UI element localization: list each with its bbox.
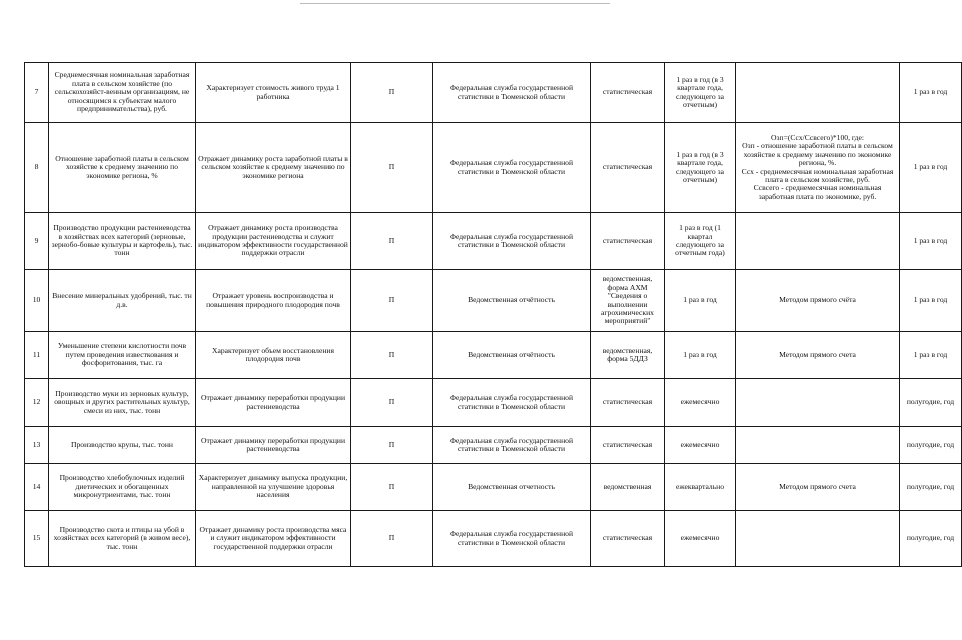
reporting-period: полугодие, год <box>900 379 962 427</box>
indicator-name: Внесение минеральных удобрений, тыс. тн д.в. <box>49 270 196 332</box>
row-number: 13 <box>25 427 49 464</box>
indicator-type: П <box>351 379 433 427</box>
info-type: статистическая <box>591 427 665 464</box>
info-type: статистическая <box>591 63 665 123</box>
indicator-type: П <box>351 123 433 213</box>
indicator-name: Производство продукции растениеводства в хозяйствах всех категорий (зерновые, зернобо-бовые культуры и картофель), тыс. тонн <box>49 213 196 270</box>
indicator-description: Отражает динамику роста производства мяса и служит индикатором эффективности государственной поддержки отрасли <box>196 511 351 567</box>
data-source: Федеральная служба государственной статистики в Тюменской области <box>433 63 591 123</box>
data-source: Федеральная служба государственной статистики в Тюменской области <box>433 379 591 427</box>
indicator-description: Характеризует объем восстановления плодородия почв <box>196 332 351 379</box>
row-number: 15 <box>25 511 49 567</box>
table-row <box>25 332 962 379</box>
row-number: 10 <box>25 270 49 332</box>
row-number: 12 <box>25 379 49 427</box>
table-row <box>25 379 962 427</box>
calculation-method <box>736 123 900 213</box>
indicator-name: Среднемесячная номинальная заработная плата в сельском хозяйстве (по сельскохозяйст-венным организациям, не относящимся к субъектам малого предпринимательства), руб. <box>49 63 196 123</box>
row-number: 8 <box>25 123 49 213</box>
indicator-type: П <box>351 427 433 464</box>
reporting-period: полугодие, год <box>900 427 962 464</box>
info-type: ведомственная, форма АХМ "Сведения о выполнении агрохимических мероприятий" <box>591 270 665 332</box>
collection-frequency: ежемесячно <box>665 511 736 567</box>
calculation-method <box>736 511 900 567</box>
indicator-name: Отношение заработной платы в сельском хозяйстве к среднему значению по экономике региона, % <box>49 123 196 213</box>
indicator-type: П <box>351 464 433 511</box>
indicator-name: Производство муки из зерновых культур, овощных и других растительных культур, смеси из них, тыс. тонн <box>49 379 196 427</box>
table-row <box>25 270 962 332</box>
calculation-method <box>736 427 900 464</box>
info-type: статистическая <box>591 511 665 567</box>
indicator-type: П <box>351 213 433 270</box>
table-row <box>25 213 962 270</box>
info-type: ведомственная <box>591 464 665 511</box>
table-row <box>25 511 962 567</box>
collection-frequency: 1 раз в год <box>665 270 736 332</box>
data-source: Ведомственная отчётность <box>433 270 591 332</box>
indicator-name: Производство хлебобулочных изделий диетических и обогащенных микронутриентами, тыс. тонн <box>49 464 196 511</box>
indicator-description: Отражает уровень воспроизводства и повышения природного плодородия почв <box>196 270 351 332</box>
reporting-period: 1 раз в год <box>900 63 962 123</box>
indicator-description: Характеризует динамику выпуска продукции, направленной на улучшение здоровья населения <box>196 464 351 511</box>
table-row <box>25 464 962 511</box>
indicator-name: Производство крупы, тыс. тонн <box>49 427 196 464</box>
data-source: Ведомственная отчетность <box>433 464 591 511</box>
indicator-name: Уменьшение степени кислотности почв путем проведения известкования и фосфоритования, тыс. га <box>49 332 196 379</box>
calculation-method <box>736 213 900 270</box>
data-source: Федеральная служба государственной статистики в Тюменской области <box>433 427 591 464</box>
indicator-type: П <box>351 332 433 379</box>
indicator-description: Отражает динамику переработки продукции растениеводства <box>196 427 351 464</box>
reporting-period: 1 раз в год <box>900 123 962 213</box>
indicator-type: П <box>351 270 433 332</box>
collection-frequency: 1 раз в год (в 3 квартале года, следующего за отчетным) <box>665 63 736 123</box>
data-source: Федеральная служба государственной статистики в Тюменской области <box>433 123 591 213</box>
collection-frequency: 1 раз в год (1 квартал следующего за отчетным года) <box>665 213 736 270</box>
table-row <box>25 123 962 213</box>
indicator-description: Отражает динамику переработки продукции растениеводства <box>196 379 351 427</box>
reporting-period: полугодие, год <box>900 464 962 511</box>
data-source: Федеральная служба государственной статистики в Тюменской области <box>433 213 591 270</box>
calc-definition: Ссвсего - среднемесячная номинальная заработная плата по экономике, руб. <box>753 183 882 201</box>
calculation-method <box>736 379 900 427</box>
indicators-table <box>24 62 962 567</box>
indicator-type: П <box>351 511 433 567</box>
info-type: статистическая <box>591 213 665 270</box>
calc-formula: Озп=(Ссх/Ссвсего)*100, где: <box>771 132 864 142</box>
indicator-description: Отражает динамику роста заработной платы в сельском хозяйстве к среднему значению по экономике региона <box>196 123 351 213</box>
calculation-method <box>736 63 900 123</box>
row-number: 9 <box>25 213 49 270</box>
indicator-type: П <box>351 63 433 123</box>
collection-frequency: 1 раз в год (в 3 квартале года, следующего за отчетным) <box>665 123 736 213</box>
calculation-method: Методом прямого счета <box>736 464 900 511</box>
row-number: 14 <box>25 464 49 511</box>
indicator-description: Характеризует стоимость живого труда 1 работника <box>196 63 351 123</box>
row-number: 11 <box>25 332 49 379</box>
collection-frequency: ежемесячно <box>665 427 736 464</box>
calc-definition: Озп - отношение заработной платы в сельском хозяйстве к среднему значению по экономике региона, %. <box>742 141 893 168</box>
calc-definition: Ссх - среднемесячная номинальная заработная плата в сельском хозяйстве, руб. <box>741 166 894 184</box>
calculation-method: Методом прямого счета <box>736 332 900 379</box>
row-number: 7 <box>25 63 49 123</box>
data-source: Ведомственная отчётность <box>433 332 591 379</box>
reporting-period: 1 раз в год <box>900 332 962 379</box>
reporting-period: 1 раз в год <box>900 270 962 332</box>
indicator-name: Производство скота и птицы на убой в хозяйствах всех категорий (в живом весе), тыс. тонн <box>49 511 196 567</box>
data-source: Федеральная служба государственной статистики в Тюменской области <box>433 511 591 567</box>
calculation-method: Методом прямого счёта <box>736 270 900 332</box>
collection-frequency: ежемесячно <box>665 379 736 427</box>
info-type: статистическая <box>591 379 665 427</box>
indicator-description: Отражает динамику роста производства продукции растениеводства и служит индикатором эффективности государственной поддержки отрасли <box>196 213 351 270</box>
info-type: статистическая <box>591 123 665 213</box>
scan-edge-line <box>300 3 610 4</box>
reporting-period: 1 раз в год <box>900 213 962 270</box>
table-row <box>25 63 962 123</box>
info-type: ведомственная, форма 5ДДЗ <box>591 332 665 379</box>
collection-frequency: 1 раз в год <box>665 332 736 379</box>
collection-frequency: ежеквартально <box>665 464 736 511</box>
reporting-period: полугодие, год <box>900 511 962 567</box>
table-row <box>25 427 962 464</box>
